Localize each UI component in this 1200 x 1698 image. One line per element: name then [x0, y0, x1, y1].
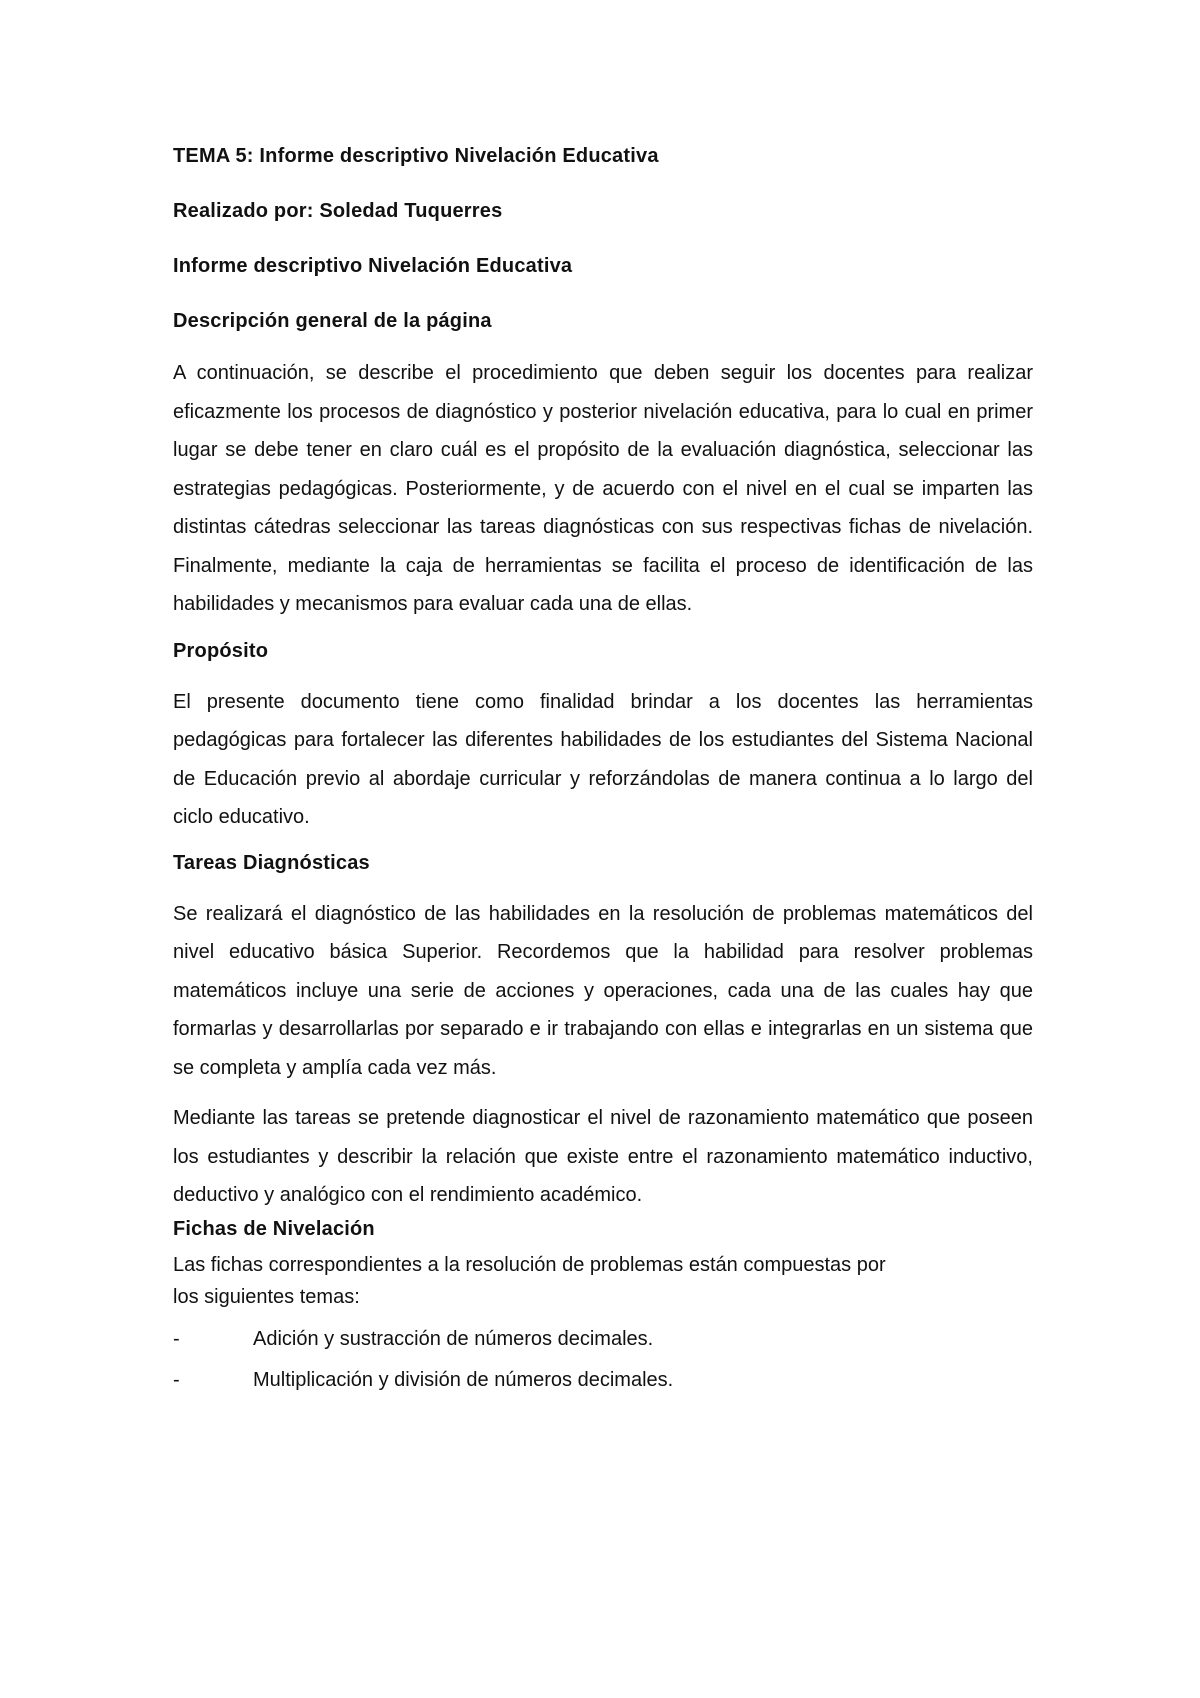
section-paragraph-descripcion: A continuación, se describe el procedimiento que deben seguir los docentes para realizar eficazmente los procesos de diagnóstico y posterior nivelación educativa, para lo cual en primer lugar se debe tener en claro cuál es el propósito de la evaluación diagnóstica, seleccionar las estrategias pedagógicas. Posteriormente, y de acuerdo con el nivel en el cual se imparten las distintas cátedras seleccionar las tareas diagnósticas con sus respectivas fichas de nivelación. Finalmente, mediante la caja de herramientas se facilita el proceso de identificación de las habilidades y mecanismos para evaluar cada una de ellas. [173, 362, 1033, 615]
document-author: Realizado por: Soledad Tuquerres [173, 200, 503, 222]
fichas-intro-line-2: los siguientes temas: [173, 1285, 360, 1308]
list-bullet: - [173, 1327, 180, 1350]
section-heading-fichas: Fichas de Nivelación [173, 1217, 375, 1240]
section-heading-proposito: Propósito [173, 639, 269, 662]
document-title: TEMA 5: Informe descriptivo Nivelación Educativa [173, 145, 659, 167]
document-subtitle: Informe descriptivo Nivelación Educativa [173, 255, 573, 277]
section-paragraph-proposito: El presente documento tiene como finalidad brindar a los docentes las herramientas pedagógicas para fortalecer las diferentes habilidades de los estudiantes del Sistema Nacional de Educación previo al abordaje curricular y reforzándolas de manera continua a lo largo del ciclo educativo. [173, 690, 1033, 828]
list-item [173, 1360, 1033, 1401]
section-heading-descripcion: Descripción general de la página [173, 310, 492, 332]
section-paragraph-tareas-2: Mediante las tareas se pretende diagnosticar el nivel de razonamiento matemático que poseen los estudiantes y describir la relación que existe entre el razonamiento matemático inductivo, deductivo y analógico con el rendimiento académico. [173, 1107, 1033, 1206]
list-item [173, 1319, 1033, 1360]
fichas-topic-list [173, 1319, 1033, 1401]
fichas-intro-line-1: Las fichas correspondientes a la resolución de problemas están compuestas por [173, 1253, 886, 1276]
section-paragraph-tareas-1: Se realizará el diagnóstico de las habilidades en la resolución de problemas matemáticos del nivel educativo básica Superior. Recordemos que la habilidad para resolver problemas matemáticos incluye una serie de acciones y operaciones, cada una de las cuales hay que formarlas y desarrollarlas por separado e ir trabajando con ellas e integrarlas en un sistema que se completa y amplía cada vez más. [173, 902, 1033, 1079]
section-heading-tareas: Tareas Diagnósticas [173, 851, 370, 874]
list-item-text: Multiplicación y división de números decimales. [253, 1368, 674, 1391]
list-item-text: Adición y sustracción de números decimales. [253, 1327, 654, 1350]
list-bullet: - [173, 1368, 180, 1391]
